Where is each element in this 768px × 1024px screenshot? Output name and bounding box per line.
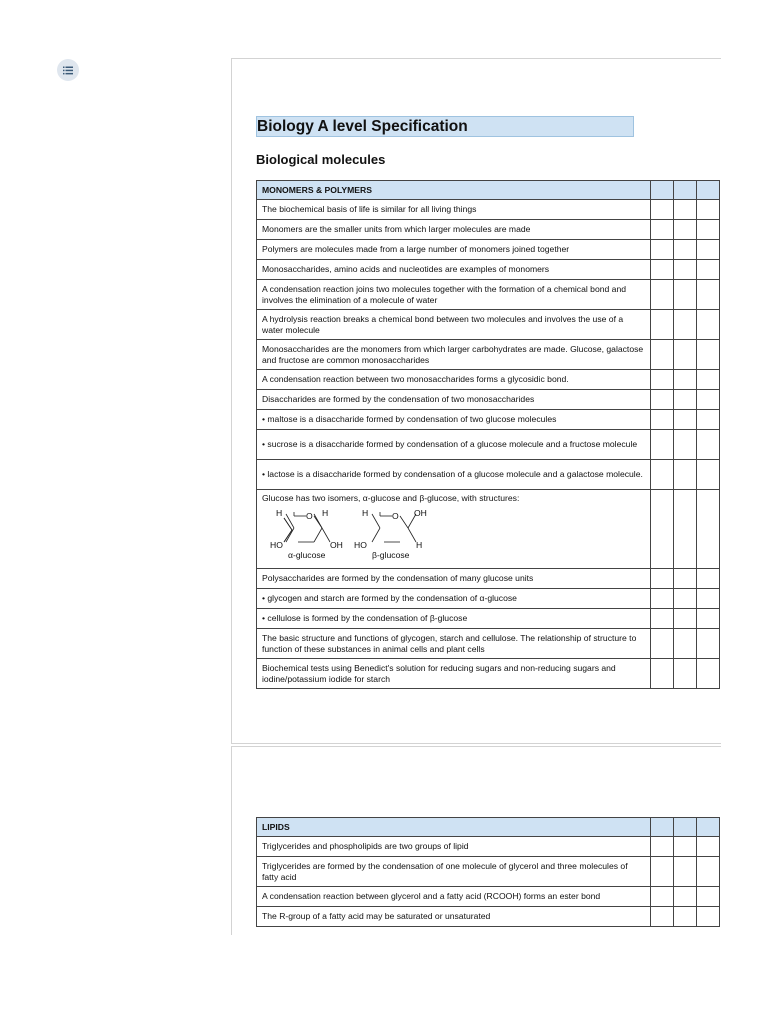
row-text: The R-group of a fatty acid may be saturated or unsaturated [257,907,651,927]
table-row [257,240,720,260]
table-row [257,659,720,689]
checkbox-cell[interactable] [696,609,719,629]
checkbox-cell[interactable] [696,181,719,200]
row-text: • cellulose is formed by the condensation of β-glucose [257,609,651,629]
checkbox-cell[interactable] [650,589,673,609]
table-header: LIPIDS [257,818,651,837]
checkbox-cell[interactable] [673,390,696,410]
table-header: MONOMERS & POLYMERS [257,181,651,200]
row-text: Glucose has two isomers, α-glucose and β-glucose, with structures: [262,493,520,503]
checkbox-cell[interactable] [673,260,696,280]
checkbox-cell[interactable] [696,390,719,410]
checkbox-cell[interactable] [650,410,673,430]
checkbox-cell[interactable] [650,907,673,927]
glucose-structures [262,508,645,560]
table-row [257,260,720,280]
table-row [257,310,720,340]
alpha-h-left: H [276,507,283,518]
checkbox-cell[interactable] [673,430,696,460]
lipids-table [256,817,720,927]
checkbox-cell[interactable] [650,390,673,410]
checkbox-cell[interactable] [696,569,719,589]
checkbox-cell[interactable] [650,220,673,240]
table-row [257,200,720,220]
checkbox-cell[interactable] [673,589,696,609]
checkbox-cell[interactable] [650,569,673,589]
checkbox-cell[interactable] [696,837,719,857]
checkbox-cell[interactable] [673,181,696,200]
checkbox-cell[interactable] [673,857,696,887]
checkbox-cell[interactable] [673,837,696,857]
checkbox-cell[interactable] [696,887,719,907]
checkbox-cell[interactable] [696,340,719,370]
checkbox-cell[interactable] [696,240,719,260]
checkbox-cell[interactable] [696,460,719,490]
beta-ring-o: O [392,510,399,521]
beta-h-right: H [416,539,423,550]
alpha-h-right: H [322,507,329,518]
checkbox-cell[interactable] [673,629,696,659]
table-row [257,340,720,370]
checkbox-cell[interactable] [673,240,696,260]
table-row [257,460,720,490]
table-row [257,410,720,430]
table-row [257,490,720,569]
checkbox-cell[interactable] [673,887,696,907]
row-text: A condensation reaction joins two molecules together with the formation of a chemical bond and involves the elimination of a molecule of water [257,280,651,310]
page-title: Biology A level Specification [256,116,634,137]
checkbox-cell[interactable] [673,310,696,340]
table-row [257,390,720,410]
table-row [257,609,720,629]
checkbox-cell[interactable] [673,200,696,220]
checkbox-cell[interactable] [673,907,696,927]
alpha-oh: OH [330,539,343,550]
table-row [257,569,720,589]
table-row [257,430,720,460]
table-row [257,370,720,390]
checkbox-cell[interactable] [650,857,673,887]
table-row [257,907,720,927]
checkbox-cell[interactable] [696,659,719,689]
checkbox-cell[interactable] [650,629,673,659]
alpha-ho: HO [270,539,283,550]
document-page-1 [231,58,721,744]
table-row [257,280,720,310]
row-text: Monosaccharides, amino acids and nucleotides are examples of monomers [257,260,651,280]
checkbox-cell[interactable] [696,629,719,659]
checkbox-cell[interactable] [650,490,673,569]
checkbox-cell[interactable] [650,818,673,837]
table-row [257,837,720,857]
row-text: Polysaccharides are formed by the condensation of many glucose units [257,569,651,589]
checkbox-cell[interactable] [673,490,696,569]
row-text: Biochemical tests using Benedict's solution for reducing sugars and non-reducing sugars and iodine/potassium iodide for starch [257,659,651,689]
row-text: Polymers are molecules made from a large number of monomers joined together [257,240,651,260]
checkbox-cell[interactable] [673,609,696,629]
checkbox-cell[interactable] [696,589,719,609]
row-text: The basic structure and functions of glycogen, starch and cellulose. The relationship of structure to function of these substances in animal cells and plant cells [257,629,651,659]
row-text: A hydrolysis reaction breaks a chemical bond between two molecules and involves the use of a water molecule [257,310,651,340]
row-text: Disaccharides are formed by the condensation of two monosaccharides [257,390,651,410]
table-row [257,220,720,240]
glucose-structure-cell [257,490,651,569]
table-row [257,887,720,907]
checkbox-cell[interactable] [673,818,696,837]
checkbox-cell[interactable] [696,907,719,927]
checkbox-cell[interactable] [673,280,696,310]
table-header-row [257,181,720,200]
checkbox-cell[interactable] [673,410,696,430]
checkbox-cell[interactable] [650,181,673,200]
checkbox-cell[interactable] [650,280,673,310]
list-icon [63,66,73,75]
row-text: A condensation reaction between glycerol and a fatty acid (RCOOH) forms an ester bond [257,887,651,907]
checkbox-cell[interactable] [650,370,673,390]
glucose-structure-diagram [262,508,462,560]
checkbox-cell[interactable] [696,410,719,430]
document-page-2 [231,746,721,935]
beta-h-left: H [362,507,369,518]
outline-toggle-button[interactable] [57,59,79,81]
checkbox-cell[interactable] [650,240,673,260]
table-header-row [257,818,720,837]
table-row [257,857,720,887]
checkbox-cell[interactable] [696,370,719,390]
beta-glucose-label: β-glucose [372,549,410,560]
checkbox-cell[interactable] [673,569,696,589]
checkbox-cell[interactable] [673,220,696,240]
row-text: Triglycerides and phospholipids are two groups of lipid [257,837,651,857]
checkbox-cell[interactable] [696,857,719,887]
checkbox-cell[interactable] [650,340,673,370]
checkbox-cell[interactable] [650,200,673,220]
checkbox-cell[interactable] [696,220,719,240]
table-row [257,589,720,609]
monomers-polymers-table [256,180,720,689]
checkbox-cell[interactable] [650,310,673,340]
row-text: • maltose is a disaccharide formed by condensation of two glucose molecules [257,410,651,430]
checkbox-cell[interactable] [650,887,673,907]
row-text: A condensation reaction between two monosaccharides forms a glycosidic bond. [257,370,651,390]
row-text: • lactose is a disaccharide formed by condensation of a glucose molecule and a galactose molecule. [257,460,651,490]
checkbox-cell[interactable] [673,659,696,689]
row-text: Monosaccharides are the monomers from which larger carbohydrates are made. Glucose, galactose and fructose are common monosaccharides [257,340,651,370]
checkbox-cell[interactable] [696,280,719,310]
row-text: • glycogen and starch are formed by the condensation of α-glucose [257,589,651,609]
beta-ho: HO [354,539,367,550]
checkbox-cell[interactable] [696,430,719,460]
checkbox-cell[interactable] [696,310,719,340]
row-text: The biochemical basis of life is similar for all living things [257,200,651,220]
beta-oh: OH [414,507,427,518]
checkbox-cell[interactable] [650,659,673,689]
checkbox-cell[interactable] [650,460,673,490]
checkbox-cell[interactable] [696,200,719,220]
checkbox-cell[interactable] [696,490,719,569]
table-row [257,629,720,659]
checkbox-cell[interactable] [673,460,696,490]
checkbox-cell[interactable] [650,837,673,857]
checkbox-cell[interactable] [673,370,696,390]
alpha-glucose-label: α-glucose [288,549,326,560]
row-text: • sucrose is a disaccharide formed by condensation of a glucose molecule and a fructose molecule [257,430,651,460]
section-subtitle: Biological molecules [256,152,386,167]
row-text: Monomers are the smaller units from which larger molecules are made [257,220,651,240]
checkbox-cell[interactable] [650,609,673,629]
alpha-ring-o: O [306,510,313,521]
checkbox-cell[interactable] [650,430,673,460]
row-text: Triglycerides are formed by the condensation of one molecule of glycerol and three molecules of fatty acid [257,857,651,887]
checkbox-cell[interactable] [650,260,673,280]
checkbox-cell[interactable] [696,260,719,280]
checkbox-cell[interactable] [673,340,696,370]
checkbox-cell[interactable] [696,818,719,837]
